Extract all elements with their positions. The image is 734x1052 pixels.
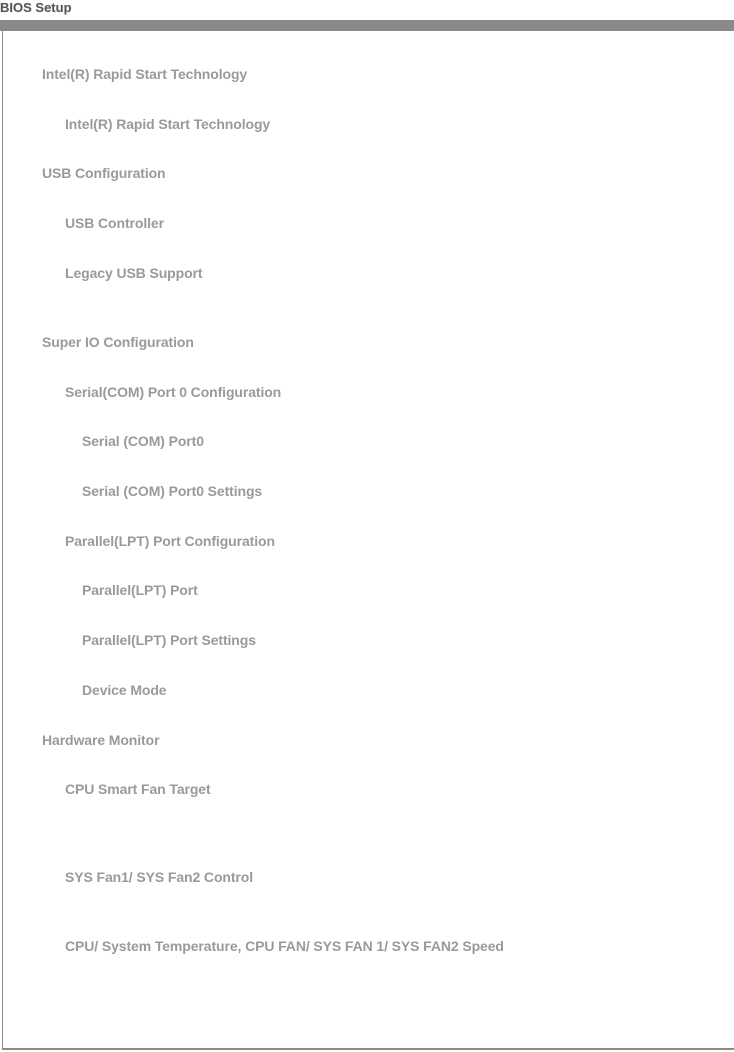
section-hardware-monitor: Hardware Monitor — [42, 732, 160, 748]
header-bar — [0, 20, 734, 31]
page-title: BIOS Setup — [0, 0, 72, 15]
setting-usb-controller: USB Controller — [65, 215, 164, 231]
setting-device-mode: Device Mode — [82, 682, 167, 698]
setting-serial-port0-settings: Serial (COM) Port0 Settings — [82, 483, 263, 499]
setting-legacy-usb-support: Legacy USB Support — [65, 265, 203, 281]
setting-serial-port0: Serial (COM) Port0 — [82, 433, 204, 449]
section-rapid-start: Intel(R) Rapid Start Technology — [42, 66, 248, 82]
section-super-io-configuration: Super IO Configuration — [42, 334, 194, 350]
setting-parallel-port-settings: Parallel(LPT) Port Settings — [82, 632, 256, 648]
subsection-serial-port0-configuration: Serial(COM) Port 0 Configuration — [65, 384, 282, 400]
section-usb-configuration: USB Configuration — [42, 165, 166, 181]
setting-sys-fan-control: SYS Fan1/ SYS Fan2 Control — [65, 869, 253, 885]
setting-cpu-smart-fan-target: CPU Smart Fan Target — [65, 781, 211, 797]
setting-temperature-fan-speed: CPU/ System Temperature, CPU FAN/ SYS FAN 1/ SYS FAN2 Speed — [65, 938, 504, 954]
setting-parallel-port: Parallel(LPT) Port — [82, 582, 198, 598]
setting-rapid-start-technology: Intel(R) Rapid Start Technology — [65, 116, 271, 132]
subsection-parallel-port-configuration: Parallel(LPT) Port Configuration — [65, 533, 275, 549]
